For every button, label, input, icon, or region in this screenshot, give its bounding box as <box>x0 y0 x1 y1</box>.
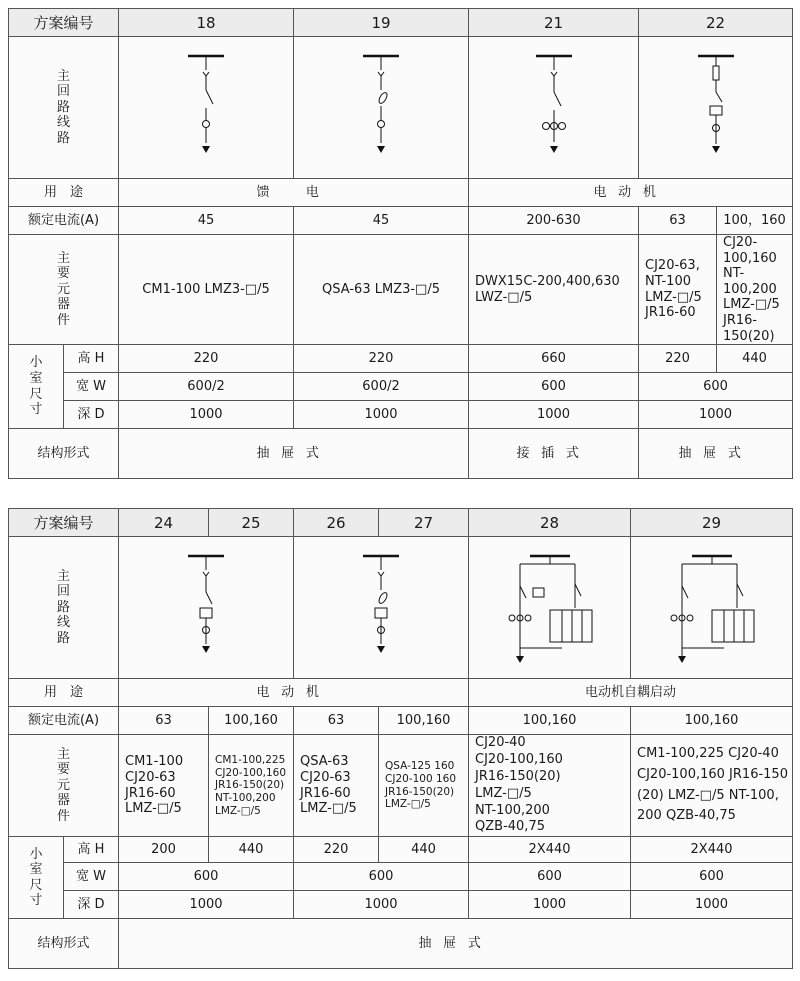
scheme-number-label: 方案编号 <box>9 9 119 37</box>
scheme-number-row <box>9 9 793 37</box>
components-22a: CJ20-63, NT-100 LMZ-□/5 JR16-60 <box>639 235 717 345</box>
depth-row <box>9 401 793 429</box>
use-row <box>9 179 793 207</box>
use-motor-2: 电动机 <box>119 679 469 707</box>
scheme-28: 28 <box>469 509 631 537</box>
rated-current-row <box>9 207 793 235</box>
components-21: DWX15C-200,400,630 LWZ-□/5 <box>469 235 639 345</box>
circuit-diagram-24-25 <box>119 537 294 679</box>
width-19: 600/2 <box>294 373 469 401</box>
components-27: QSA-125 160 CJ20-100 160 JR16-150(20) LMZ-□/5 <box>379 735 469 837</box>
scheme-18: 18 <box>119 9 294 37</box>
use-label: 用 途 <box>9 179 119 207</box>
structure-drawer-2: 抽屉式 <box>639 429 793 479</box>
scheme-24: 24 <box>119 509 209 537</box>
room-size-label-2: 小 室 尺 寸 <box>9 837 64 919</box>
circuit-diagram-29 <box>631 537 793 679</box>
depth-label: 深 D <box>64 401 119 429</box>
depth-21: 1000 <box>469 401 639 429</box>
height-row <box>9 345 793 373</box>
height-22b: 440 <box>717 345 793 373</box>
structure-drawer: 抽屉式 <box>119 429 469 479</box>
height-24: 200 <box>119 837 209 863</box>
depth-26-27: 1000 <box>294 891 469 919</box>
rated-22a: 63 <box>639 207 717 235</box>
rated-25: 100,160 <box>209 707 294 735</box>
components-row-2 <box>9 735 793 837</box>
scheme-number-label-2: 方案编号 <box>9 509 119 537</box>
height-28: 2X440 <box>469 837 631 863</box>
depth-29: 1000 <box>631 891 793 919</box>
circuit-diagram-18 <box>119 37 294 179</box>
components-28: CJ20-40 CJ20-100,160 JR16-150(20) LMZ-□/5 NT-100,200 QZB-40,75 <box>469 735 631 837</box>
structure-plug: 接插式 <box>469 429 639 479</box>
scheme-table-1 <box>8 8 793 479</box>
circuit-row <box>9 37 793 179</box>
rated-current-row-2 <box>9 707 793 735</box>
structure-row <box>9 429 793 479</box>
height-27: 440 <box>379 837 469 863</box>
components-25: CM1-100,225 CJ20-100,160 JR16-150(20) NT-100,200 LMZ-□/5 <box>209 735 294 837</box>
scheme-22: 22 <box>639 9 793 37</box>
depth-22: 1000 <box>639 401 793 429</box>
rated-19: 45 <box>294 207 469 235</box>
width-18: 600/2 <box>119 373 294 401</box>
depth-row-2 <box>9 891 793 919</box>
width-24-25: 600 <box>119 863 294 891</box>
height-label-2: 高 H <box>64 837 119 863</box>
scheme-29: 29 <box>631 509 793 537</box>
circuit-diagram-21 <box>469 37 639 179</box>
components-18: CM1-100 LMZ3-□/5 <box>119 235 294 345</box>
scheme-table-2 <box>8 508 793 969</box>
height-29: 2X440 <box>631 837 793 863</box>
scheme-number-row-2 <box>9 509 793 537</box>
depth-28: 1000 <box>469 891 631 919</box>
components-22b: CJ20-100,160 NT-100,200 LMZ-□/5 JR16-150(20) <box>717 235 793 345</box>
width-label-2: 宽 W <box>64 863 119 891</box>
rated-26: 63 <box>294 707 379 735</box>
depth-19: 1000 <box>294 401 469 429</box>
height-label: 高 H <box>64 345 119 373</box>
rated-28: 100,160 <box>469 707 631 735</box>
rated-21: 200-630 <box>469 207 639 235</box>
components-24: CM1-100 CJ20-63 JR16-60 LMZ-□/5 <box>119 735 209 837</box>
rated-24: 63 <box>119 707 209 735</box>
height-26: 220 <box>294 837 379 863</box>
scheme-25: 25 <box>209 509 294 537</box>
room-size-label: 小 室 尺 寸 <box>9 345 64 429</box>
use-label-2: 用 途 <box>9 679 119 707</box>
components-26: QSA-63 CJ20-63 JR16-60 LMZ-□/5 <box>294 735 379 837</box>
width-28: 600 <box>469 863 631 891</box>
width-21: 600 <box>469 373 639 401</box>
scheme-19: 19 <box>294 9 469 37</box>
components-row <box>9 235 793 345</box>
rated-current-label-2: 额定电流(A) <box>9 707 119 735</box>
depth-24-25: 1000 <box>119 891 294 919</box>
circuit-label: 主 回 路 线 路 <box>9 37 119 179</box>
use-feed: 馈 电 <box>119 179 469 207</box>
components-label-2: 主 要 元 器 件 <box>9 735 119 837</box>
depth-label-2: 深 D <box>64 891 119 919</box>
width-22: 600 <box>639 373 793 401</box>
width-29: 600 <box>631 863 793 891</box>
circuit-diagram-28 <box>469 537 631 679</box>
structure-row-2 <box>9 919 793 969</box>
circuit-diagram-22 <box>639 37 793 179</box>
scheme-21: 21 <box>469 9 639 37</box>
scheme-27: 27 <box>379 509 469 537</box>
scheme-26: 26 <box>294 509 379 537</box>
use-auto-start: 电动机自耦启动 <box>469 679 793 707</box>
height-21: 660 <box>469 345 639 373</box>
components-29: CM1-100,225 CJ20-40 CJ20-100,160 JR16-150 (20) LMZ-□/5 NT-100, 200 QZB-40,75 <box>631 735 793 837</box>
rated-29: 100,160 <box>631 707 793 735</box>
rated-18: 45 <box>119 207 294 235</box>
rated-22b: 100，160 <box>717 207 793 235</box>
width-row <box>9 373 793 401</box>
height-19: 220 <box>294 345 469 373</box>
use-row-2 <box>9 679 793 707</box>
use-motor: 电动机 <box>469 179 793 207</box>
circuit-diagram-26-27 <box>294 537 469 679</box>
circuit-diagram-19 <box>294 37 469 179</box>
depth-18: 1000 <box>119 401 294 429</box>
height-22a: 220 <box>639 345 717 373</box>
components-label: 主 要 元 器 件 <box>9 235 119 345</box>
height-25: 440 <box>209 837 294 863</box>
width-row-2 <box>9 863 793 891</box>
circuit-label-2: 主 回 路 线 路 <box>9 537 119 679</box>
structure-drawer-all: 抽屉式 <box>119 919 793 969</box>
rated-current-label: 额定电流(A) <box>9 207 119 235</box>
structure-label-2: 结构形式 <box>9 919 119 969</box>
circuit-row-2 <box>9 537 793 679</box>
components-19: QSA-63 LMZ3-□/5 <box>294 235 469 345</box>
height-18: 220 <box>119 345 294 373</box>
width-label: 宽 W <box>64 373 119 401</box>
structure-label: 结构形式 <box>9 429 119 479</box>
width-26-27: 600 <box>294 863 469 891</box>
height-row-2 <box>9 837 793 863</box>
rated-27: 100,160 <box>379 707 469 735</box>
